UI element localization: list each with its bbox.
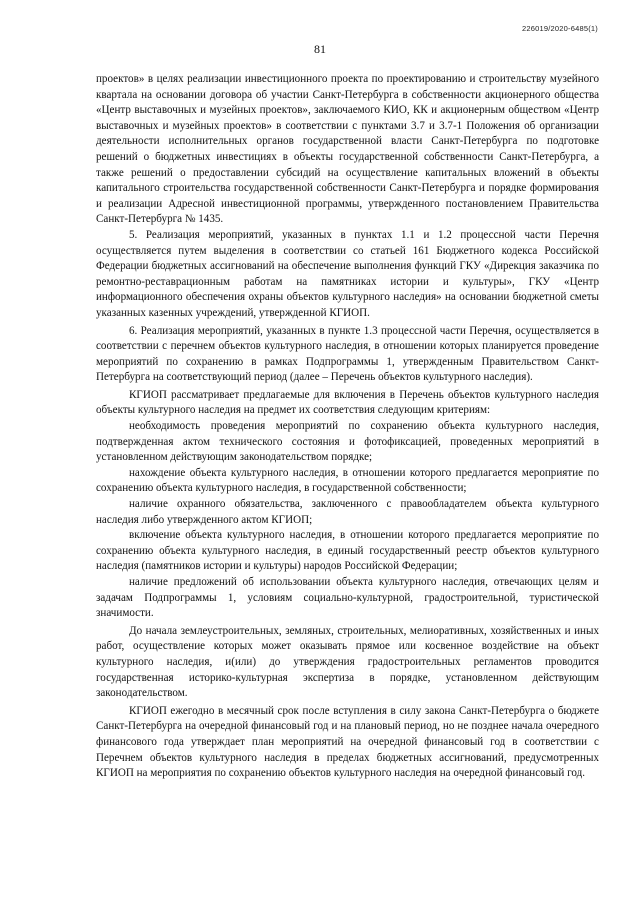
document-id: 226019/2020-6485(1): [522, 24, 598, 33]
paragraph-item-5: 5. Реализация мероприятий, указанных в пунктах 1.1 и 1.2 процессной части Перечня осуществляется путем выделения в соответствии со статьей 161 Бюджетного кодекса Российской Федерации бюджетных ассигнований на обеспечение выполнения функций ГКУ «Дирекция заказчика по ремонтно-реставрационным работам на памятниках истории и культуры», ГКУ «Центр информационного обеспечения охраны объектов культурного наследия» на основании бюджетной сметы указанных казенных учреждений, утвержденной КГИОП.: [96, 228, 599, 319]
paragraph-criterion-usage-proposals: наличие предложений об использовании объекта культурного наследия, отвечающих целям и задачам Подпрограммы 1, условиям социально-культурной, градостроительной, туристической значимости.: [96, 576, 599, 620]
page-number: 81: [314, 42, 326, 56]
paragraph-projects-continuation: проектов» в целях реализации инвестиционного проекта по проектированию и строительству музейного квартала на основании договора об участии Санкт-Петербурга в собственности акционерного общества «Центр выставочных и музейных проектов», заключаемого КИО, КК и акционерным обществом «Центр выставочных и музейных проектов» в соответствии с пунктами 3.7 и 3.7-1 Положения об организации деятельности исполнительных органов государственной власти Санкт-Петербурга по подготовке решений о бюджетных инвестициях в объекты государственной собственности Санкт-Петербурга, а также решений о предоставлении субсидий на осуществление капитальных вложений в объекты капитального строительства государственной собственности Санкт-Петербурга и порядке формирования и реализации Адресной инвестиционной программы, утвержденного постановлением Правительства Санкт-Петербурга № 1435.: [96, 73, 599, 226]
paragraph-item-6: 6. Реализация мероприятий, указанных в пункте 1.3 процессной части Перечня, осуществляется в соответствии с перечнем объектов культурного наследия, в отношении которых планируется проведение мероприятий по сохранению в рамках Подпрограммы 1, утвержденным Правительством Санкт-Петербурга на соответствующий период (далее – Перечень объектов культурного наследия).: [96, 324, 599, 384]
document-body: [96, 72, 599, 782]
paragraph-criterion-necessity: необходимость проведения мероприятий по сохранению объекта культурного наследия, подтвержденная актом технического состояния и фотофиксацией, проведенных мероприятий в установленном действующим законодательством порядке;: [96, 420, 599, 464]
paragraph-criterion-registry: включение объекта культурного наследия, в отношении которого предлагается мероприятие по сохранению объекта культурного наследия, в единый государственный реестр объектов культурного наследия (памятников истории и культуры) народов Российской Федерации;: [96, 529, 599, 573]
paragraph-expertise: До начала землеустроительных, земляных, строительных, мелиоративных, хозяйственных и иных работ, осуществление которых может оказывать прямое или косвенное воздействие на объект культурного наследия, и(или) до утверждения градостроительных регламентов проводится государственная историко-культурная экспертиза в порядке, установленном действующим законодательством.: [96, 624, 599, 700]
paragraph-criteria-intro: КГИОП рассматривает предлагаемые для включения в Перечень объектов культурного наследия объекты культурного наследия на предмет их соответствия следующим критериям:: [96, 388, 599, 417]
paragraph-criterion-protection-obligation: наличие охранного обязательства, заключенного с правообладателем объекта культурного наследия либо утвержденного актом КГИОП;: [96, 498, 599, 526]
paragraph-annual-plan: КГИОП ежегодно в месячный срок после вступления в силу закона Санкт-Петербурга о бюджете Санкт-Петербурга на очередной финансовый год и на плановый период, но не позднее начала очередного финансового года утверждает план мероприятий на очередной финансовый год в соответствии с Перечнем объектов культурного наследия в пределах бюджетных ассигнований, предусмотренных КГИОП на мероприятия по сохранению объектов культурного наследия на очередной финансовый год.: [96, 704, 599, 780]
paragraph-criterion-state-ownership: нахождение объекта культурного наследия, в отношении которого предлагается мероприятие по сохранению объекта культурного наследия, в государственной собственности;: [96, 466, 599, 495]
